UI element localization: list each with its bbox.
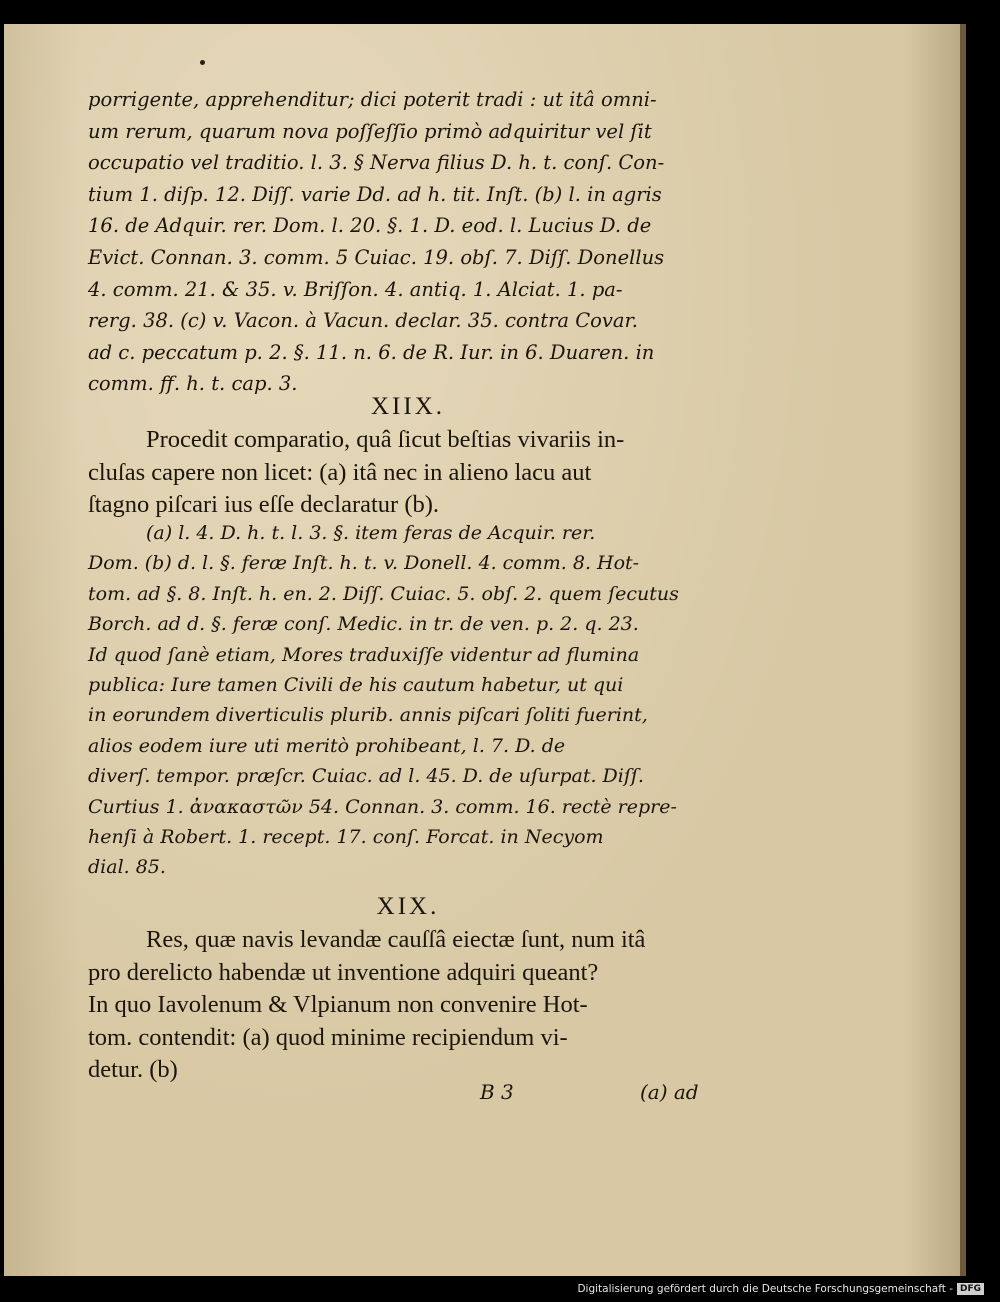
section-xix-body xyxy=(88,924,728,1087)
text-line: ad c. peccatum p. 2. §. 11. n. 6. de R. Iur. in 6. Duaren. in xyxy=(88,340,655,364)
text-line: Dom. (b) d. l. §. feræ Inſt. h. t. v. Donell. 4. comm. 8. Hot- xyxy=(88,552,640,575)
page-edge xyxy=(960,24,966,1276)
text-line: Evict. Connan. 3. comm. 5 Cuiac. 19. obſ. 7. Diſſ. Donellus xyxy=(88,245,665,269)
text-line: tium 1. diſp. 12. Diſſ. varie Dd. ad h. tit. Inſt. (b) l. in agris xyxy=(88,182,662,206)
text-line: 4. comm. 21. & 35. v. Briſſon. 4. antiq. 1. Alciat. 1. pa- xyxy=(88,277,623,301)
text-line: ſtagno piſcari ius eſſe declaratur (b). xyxy=(88,491,440,518)
text-line: comm. ff. h. t. cap. 3. xyxy=(88,372,298,396)
text-line: cluſas capere non licet: (a) itâ nec in alieno lacu aut xyxy=(88,458,592,486)
dfg-logo-icon: DFG xyxy=(957,1283,984,1295)
section-xiix-body xyxy=(88,424,728,522)
section-xiix-notes xyxy=(88,518,728,883)
text-line: 16. de Adquir. rer. Dom. l. 20. §. 1. D. eod. l. Lucius D. de xyxy=(88,214,652,238)
credit-text: Digitalisierung gefördert durch die Deutsche Forschungsgemeinschaft - xyxy=(577,1283,953,1295)
digitization-credit xyxy=(577,1283,984,1295)
text-line: occupatio vel traditio. l. 3. § Nerva filius D. h. t. conſ. Con- xyxy=(88,151,665,175)
text-line: In quo Iavolenum & Vlpianum non convenire Hot- xyxy=(88,991,588,1018)
text-line: Res, quæ navis levandæ cauſſâ eiectæ ſunt, num itâ xyxy=(146,926,646,953)
text-line: rerg. 38. (c) v. Vacon. à Vacun. declar. 35. contra Covar. xyxy=(88,309,638,333)
text-line: porrigente, apprehenditur; dici poterit tradi : ut itâ omni- xyxy=(88,88,657,111)
text-line: tom. contendit: (a) quod minime recipiendum vi- xyxy=(88,1023,568,1051)
text-line: um rerum, quarum nova poſſeſſio primò adquiritur vel ſit xyxy=(88,119,652,143)
text-line: in eorundem diverticulis plurib. annis piſcari ſoliti fuerint, xyxy=(88,704,648,727)
text-line: publica: Iure tamen Civili de his cautum habetur, ut qui xyxy=(88,674,624,697)
catchword: (a) ad xyxy=(640,1080,699,1104)
text-line: pro derelicto habendæ ut inventione adquiri queant? xyxy=(88,958,599,986)
text-line: tom. ad §. 8. Inſt. h. en. 2. Diſſ. Cuiac. 5. obſ. 2. quem ſecutus xyxy=(88,582,679,605)
text-line: alios eodem iure uti meritò prohibeant, l. 7. D. de xyxy=(88,734,566,757)
text-line: diverſ. tempor. præſcr. Cuiac. ad l. 45. D. de uſurpat. Diſſ. xyxy=(88,765,644,788)
footnote-block-top xyxy=(88,84,728,400)
text-line: Curtius 1. ἀνακαστῶν 54. Connan. 3. comm. 16. rectè repre- xyxy=(88,795,677,818)
text-line: (a) l. 4. D. h. t. l. 3. §. item feras de Acquir. rer. xyxy=(146,522,596,544)
ink-speck xyxy=(200,60,205,65)
text-line: henſi à Robert. 1. recept. 17. conſ. Forcat. in Necyom xyxy=(88,826,604,849)
signature-mark: B 3 xyxy=(480,1080,514,1104)
text-line: Borch. ad d. §. feræ conſ. Medic. in tr. de ven. p. 2. q. 23. xyxy=(88,613,639,636)
section-heading-xix: XIX. xyxy=(376,893,440,920)
text-line: Id quod ſanè etiam, Mores traduxiſſe videntur ad flumina xyxy=(88,643,640,666)
text-line: dial. 85. xyxy=(88,856,166,879)
text-line: Procedit comparatio, quâ ſicut beſtias vivariis in- xyxy=(146,426,625,453)
section-heading-xiix: XIIX. xyxy=(370,393,445,420)
text-line: detur. (b) xyxy=(88,1056,178,1083)
